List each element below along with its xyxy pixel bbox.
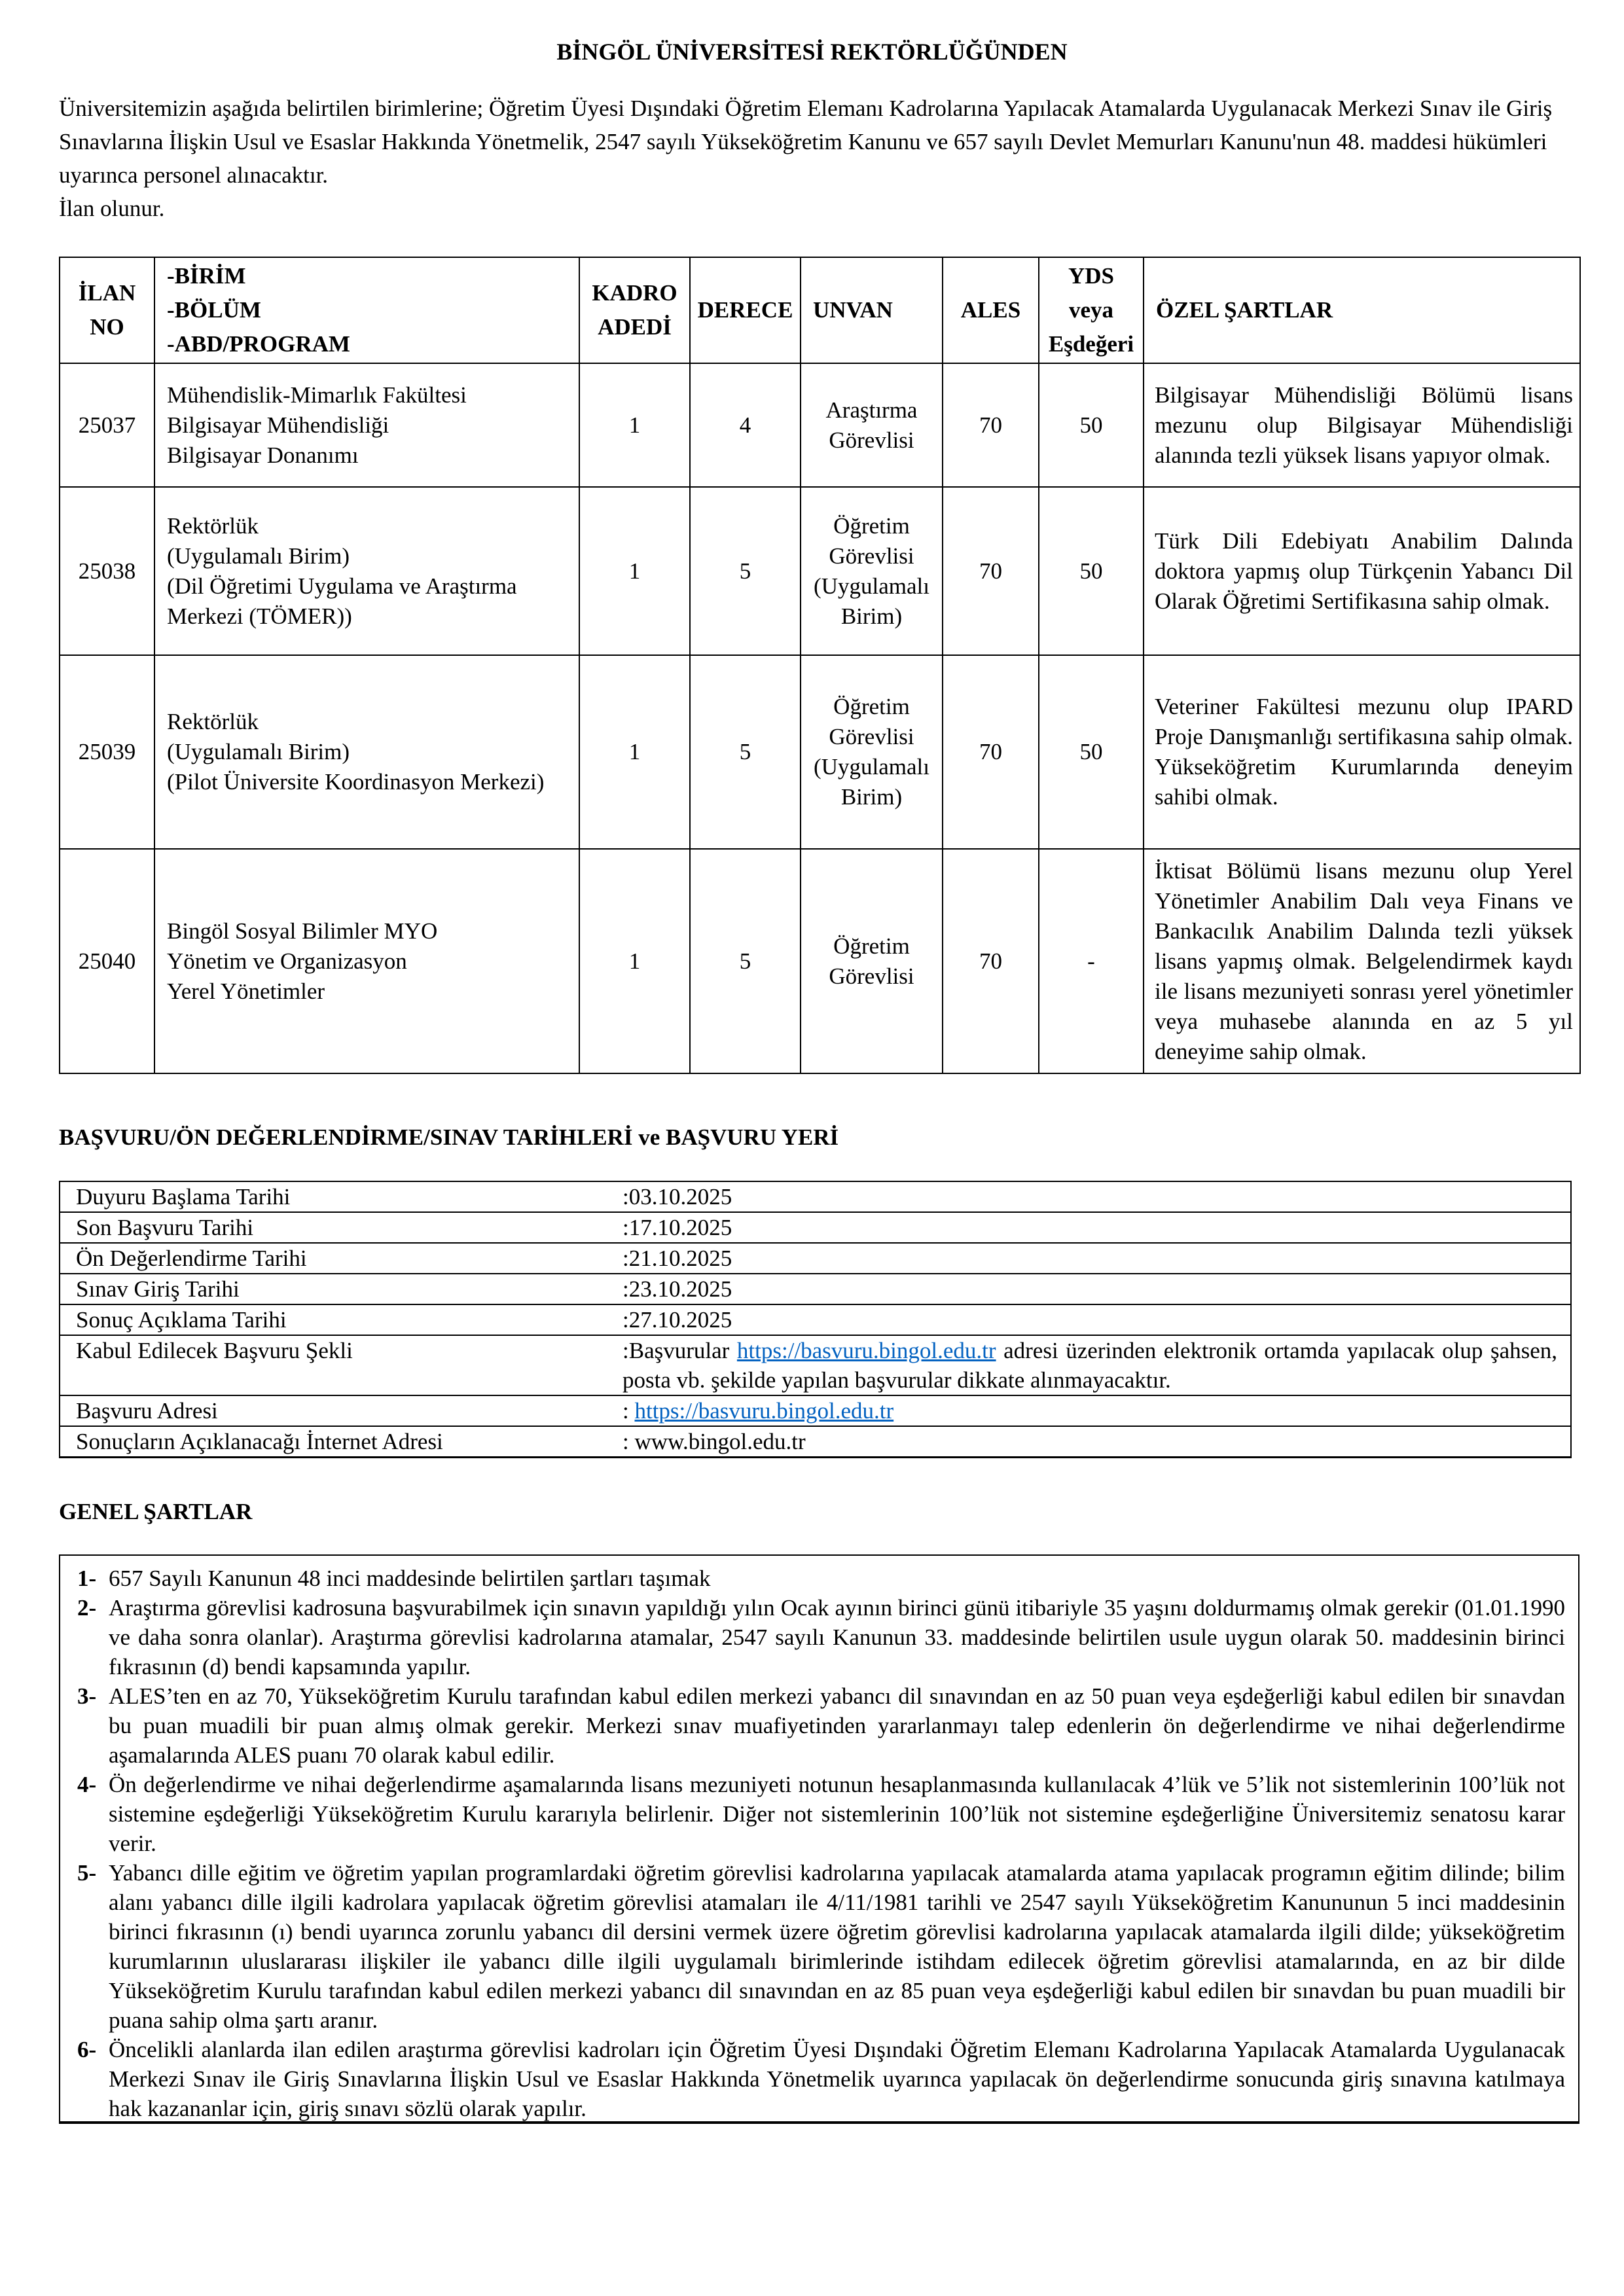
table-row — [60, 849, 1580, 1073]
date-value: :03.10.2025 — [623, 1184, 732, 1210]
application-method-row — [60, 1335, 1570, 1395]
cell-yds: 50 — [1039, 487, 1144, 655]
results-address-value: : www.bingol.edu.tr — [623, 1429, 806, 1454]
cell-ozel-sartlar: Veteriner Fakültesi mezunu olup IPARD Proje Danışmanlığı sertifikasına sahip olmak. Yükseköğretim Kurumlarında deneyim sahibi olmak. — [1144, 655, 1580, 849]
cell-ales: 70 — [943, 849, 1039, 1073]
cell-yds: - — [1039, 849, 1144, 1073]
condition-number: 5- — [77, 1860, 97, 1886]
cell-ales: 70 — [943, 363, 1039, 487]
application-link[interactable]: https://basvuru.bingol.edu.tr — [736, 1338, 996, 1363]
date-label: Sınav Giriş Tarihi — [76, 1276, 240, 1302]
cell-ozel-sartlar: Bilgisayar Mühendisliği Bölümü lisans mezunu olup Bilgisayar Mühendisliği alanında tezli yüksek lisans yapıyor olmak. — [1144, 363, 1580, 487]
application-address-value: : https://basvuru.bingol.edu.tr — [623, 1398, 894, 1424]
date-value: :23.10.2025 — [623, 1276, 732, 1302]
condition-item — [72, 1593, 1565, 1681]
cell-yds: 50 — [1039, 655, 1144, 849]
date-row — [60, 1182, 1570, 1211]
cell-ales: 70 — [943, 655, 1039, 849]
intro-text: Üniversitemizin aşağıda belirtilen birimlerine; Öğretim Üyesi Dışındaki Öğretim Elemanı Kadrolarına Yapılacak Atamalarda Uygulanacak Merkezi Sınav ile Giriş Sınavlarına İlişkin Usul ve Esaslar Hakkında Yönetmelik, 2547 sayılı Yükseköğretim Kanunu ve 657 sayılı Devlet Memurları Kanunu'nun 48. maddesi hükümleri uyarınca personel alınacaktır. — [59, 96, 1553, 188]
condition-number: 3- — [77, 1683, 97, 1709]
cell-derece: 5 — [690, 655, 801, 849]
cell-unvan: Öğretim Görevlisi (Uygulamalı Birim) — [801, 655, 943, 849]
condition-number: 1- — [77, 1566, 97, 1591]
condition-text: Araştırma görevlisi kadrosuna başvurabilmek için sınavın yapıldığı yılın Ocak ayının birinci günü itibariyle 35 yaşını doldurmamış olmak gerekir (01.01.1990 ve daha sonra olanlar). Araştırma görevlisi kadrolarına atamalar, 2547 sayılı Kanunun 33. maddesinde belirtilen usule uygun olarak 50. maddesinin birinci fıkrasının (d) bendi kapsamında yapılır. — [109, 1595, 1565, 1679]
application-address-link[interactable]: https://basvuru.bingol.edu.tr — [634, 1398, 894, 1424]
cell-ilan-no: 25039 — [60, 655, 154, 849]
cell-ales: 70 — [943, 487, 1039, 655]
date-row — [60, 1273, 1570, 1304]
header-kadro-adedi: KADRO ADEDİ — [579, 257, 690, 363]
application-method-label: Kabul Edilecek Başvuru Şekli — [76, 1338, 353, 1363]
date-value: :17.10.2025 — [623, 1215, 732, 1240]
cell-yds: 50 — [1039, 363, 1144, 487]
intro-closing: İlan olunur. — [59, 196, 165, 221]
cell-birim: Rektörlük (Uygulamalı Birim) (Pilot Üniversite Koordinasyon Merkezi) — [154, 655, 579, 849]
condition-item — [72, 1770, 1565, 1858]
cell-unvan: Öğretim Görevlisi (Uygulamalı Birim) — [801, 487, 943, 655]
cell-birim: Rektörlük (Uygulamalı Birim) (Dil Öğretimi Uygulama ve Araştırma Merkezi (TÖMER)) — [154, 487, 579, 655]
results-address-row — [60, 1426, 1570, 1456]
table-header-row — [60, 257, 1580, 363]
document-title: BİNGÖL ÜNİVERSİTESİ REKTÖRLÜĞÜNDEN — [556, 39, 1068, 65]
condition-text: Ön değerlendirme ve nihai değerlendirme aşamalarında lisans mezuniyeti notunun hesaplanmasında kullanılacak 4’lük ve 5’lik not sistemlerinin 100’lük not sistemine eşdeğerliği Yükseköğretim Kurulu kararıyla belirlenir. Diğer not sistemlerinin 100’lük not sistemine eşdeğerliğine Üniversitemiz senatosu karar verir. — [109, 1772, 1565, 1856]
condition-number: 2- — [77, 1595, 97, 1621]
cell-kadro-adedi: 1 — [579, 655, 690, 849]
header-unvan: UNVAN — [801, 257, 943, 363]
date-value: :27.10.2025 — [623, 1307, 732, 1333]
date-label: Duyuru Başlama Tarihi — [76, 1184, 291, 1210]
condition-text: ALES’ten en az 70, Yükseköğretim Kurulu tarafından kabul edilen merkezi yabancı dil sınavından en az 50 puan veya eşdeğerliği kabul edilen bir sınavdan bu puan muadili bir puan almış olmak gerekir. Merkezi sınav muafiyetinden yararlanmayı talep edenlerin ön değerlendirme ve nihai değerlendirme aşamalarında ALES puanı 70 olarak kabul edilir. — [109, 1683, 1565, 1768]
cell-unvan: Öğretim Görevlisi — [801, 849, 943, 1073]
general-conditions-heading: GENEL ŞARTLAR — [59, 1499, 253, 1524]
header-ales: ALES — [943, 257, 1039, 363]
header-ilan-no: İLAN NO — [60, 257, 154, 363]
date-row — [60, 1304, 1570, 1335]
cell-kadro-adedi: 1 — [579, 363, 690, 487]
cell-derece: 4 — [690, 363, 801, 487]
positions-table — [59, 257, 1581, 1074]
date-label: Sonuç Açıklama Tarihi — [76, 1307, 287, 1333]
date-row — [60, 1211, 1570, 1242]
intro-paragraph — [59, 92, 1584, 225]
cell-kadro-adedi: 1 — [579, 487, 690, 655]
dates-section-heading: BAŞVURU/ÖN DEĞERLENDİRME/SINAV TARİHLERİ ve BAŞVURU YERİ — [59, 1124, 839, 1150]
header-yds: YDS veya Eşdeğeri — [1039, 257, 1144, 363]
cell-birim: Bingöl Sosyal Bilimler MYO Yönetim ve Organizasyon Yerel Yönetimler — [154, 849, 579, 1073]
table-row — [60, 363, 1580, 487]
cell-derece: 5 — [690, 849, 801, 1073]
application-address-label: Başvuru Adresi — [76, 1398, 218, 1424]
cell-ozel-sartlar: Türk Dili Edebiyatı Anabilim Dalında doktora yapmış olup Türkçenin Yabancı Dil Olarak Öğretimi Sertifikasına sahip olmak. — [1144, 487, 1580, 655]
condition-number: 4- — [77, 1772, 97, 1797]
date-label: Ön Değerlendirme Tarihi — [76, 1246, 307, 1271]
application-method-value: :Başvurular https://basvuru.bingol.edu.tr adresi üzerinden elektronik ortamda yapılacak olup şahsen, posta vb. şekilde yapılan başvurular dikkate alınmayacaktır. — [623, 1338, 1558, 1393]
table-row — [60, 487, 1580, 655]
header-ozel-sartlar: ÖZEL ŞARTLAR — [1144, 257, 1580, 363]
cell-birim: Mühendislik-Mimarlık Fakültesi Bilgisayar Mühendisliği Bilgisayar Donanımı — [154, 363, 579, 487]
cell-ilan-no: 25037 — [60, 363, 154, 487]
condition-item — [72, 1681, 1565, 1770]
cell-derece: 5 — [690, 487, 801, 655]
date-value: :21.10.2025 — [623, 1246, 732, 1271]
condition-number: 6- — [77, 2037, 97, 2062]
cell-kadro-adedi: 1 — [579, 849, 690, 1073]
application-address-row — [60, 1395, 1570, 1426]
general-conditions-box — [59, 1554, 1579, 2124]
condition-item — [72, 1858, 1565, 2035]
condition-text: Yabancı dille eğitim ve öğretim yapılan programlardaki öğretim görevlisi kadrolarına yapılacak atamalarda atama yapılacak programın eğitim dilinde; bilim alanı yabancı dille ilgili kadrolara yapılacak öğretim görevlisi atamaları ile 4/11/1981 tarihli ve 2547 sayılı Yükseköğretim Kanununun 5 inci maddesinin birinci fıkrasının (ı) bendi uyarınca zorunlu yabancı dil dersini vermek üzere öğretim görevlisi kadrolarına yapılacak atamalarda ilgili dilde; yükseköğretim kurumlarının uluslararası ilişkiler ile yabancı dille ilgili uygulamalı birimlerinde istihdam edilecek öğretim görevlisi atamalarında, en az bir dilde Yükseköğretim Kurulu tarafından kabul edilen merkezi yabancı dil sınavından en az 85 puan veya eşdeğerliği kabul edilen bir sınavdan bu puan muadili bir puana sahip olma şartı aranır. — [109, 1860, 1565, 2033]
condition-text: 657 Sayılı Kanunun 48 inci maddesinde belirtilen şartları taşımak — [109, 1566, 711, 1591]
cell-ozel-sartlar: İktisat Bölümü lisans mezunu olup Yerel Yönetimler Anabilim Dalı veya Finans ve Bankacılık Anabilim Dalında tezli yüksek lisans yapmış olmak. Belgelendirmek kaydı ile lisans mezuniyeti sonrası yerel yönetimler veya muhasebe alanında en az 5 yıl deneyime sahip olmak. — [1144, 849, 1580, 1073]
header-derece: DERECE — [690, 257, 801, 363]
condition-item — [72, 1564, 1565, 1593]
condition-item — [72, 2035, 1565, 2123]
table-row — [60, 655, 1580, 849]
dates-table — [59, 1181, 1572, 1458]
results-address-label: Sonuçların Açıklanacağı İnternet Adresi — [76, 1429, 443, 1454]
cell-unvan: Araştırma Görevlisi — [801, 363, 943, 487]
date-row — [60, 1242, 1570, 1273]
cell-ilan-no: 25040 — [60, 849, 154, 1073]
condition-text: Öncelikli alanlarda ilan edilen araştırma görevlisi kadroları için Öğretim Üyesi Dışındaki Öğretim Elemanı Kadrolarına Yapılacak Atamalarda Uygulanacak Merkezi Sınav ile Giriş Sınavlarına İlişkin Usul ve Esaslar Hakkında Yönetmelik uyarınca yapılacak ön değerlendirme sonucunda giriş sınavına katılmaya hak kazananlar için, giriş sınavı sözlü olarak yapılır. — [109, 2037, 1565, 2121]
cell-ilan-no: 25038 — [60, 487, 154, 655]
header-birim: -BİRİM -BÖLÜM -ABD/PROGRAM — [154, 257, 579, 363]
date-label: Son Başvuru Tarihi — [76, 1215, 254, 1240]
